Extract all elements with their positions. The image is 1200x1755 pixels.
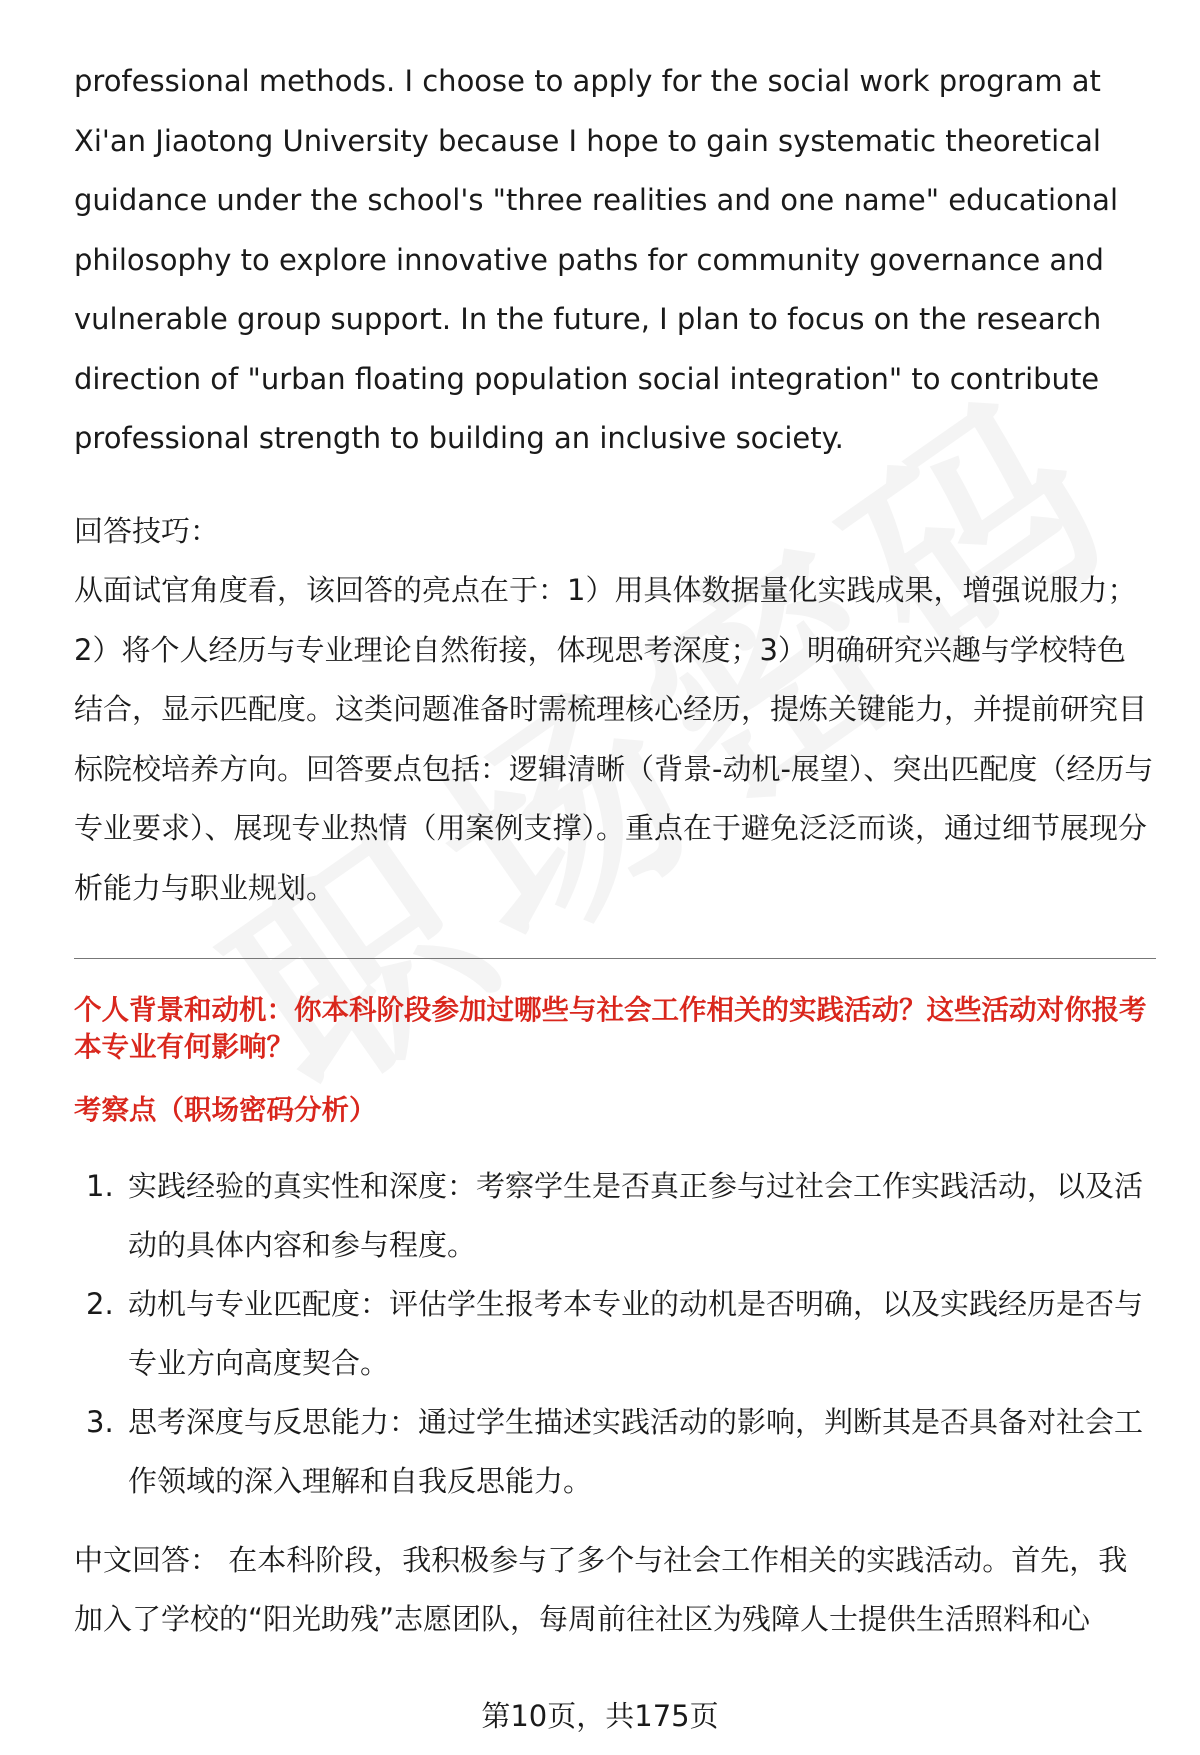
list-item-number: 3. xyxy=(86,1405,114,1439)
assessment-list xyxy=(74,1157,1154,1511)
answer-text: 在本科阶段，我积极参与了多个与社会工作相关的实践活动。首先，我加入了学校的“阳光助残”志愿团队，每周前往社区为残障人士提供生活照料和心 xyxy=(74,1543,1128,1636)
assessment-label: 考察点（职场密码分析） xyxy=(74,1094,377,1126)
answer-paragraph xyxy=(74,1531,1154,1649)
tips-text: 从面试官角度看，该回答的亮点在于：1）用具体数据量化实践成果，增强说服力；2）将个人经历与专业理论自然衔接，体现思考深度；3）明确研究兴趣与学校特色结合，显示匹配度。这类问题准备时需梳理核心经历，提炼关键能力，并提前研究目标院校培养方向。回答要点包括：逻辑清晰（背景-动机-展望）、突出匹配度（经历与专业要求）、展现专业热情（用案例支撑）。重点在于避免泛泛而谈，通过细节展现分析能力与职业规划。 xyxy=(74,573,1154,905)
question-heading: 个人背景和动机：你本科阶段参加过哪些与社会工作相关的实践活动？这些活动对你报考本专业有何影响？ xyxy=(74,994,1147,1063)
intro-paragraph: professional methods. I choose to apply for the social work program at Xi'an Jiaotong University because I hope to gain systematic theoretical guidance under the school's "three realities and one name" educational philosophy to explore innovative paths for community governance and vulnerable group support. In the future, I plan to focus on the research direction of "urban floating population social integration" to contribute professional strength to building an inclusive society. xyxy=(74,64,1119,455)
list-item-text: 思考深度与反思能力：通过学生描述实践活动的影响，判断其是否具备对社会工作领域的深入理解和自我反思能力。 xyxy=(128,1405,1144,1498)
answer-label: 中文回答： xyxy=(74,1543,220,1577)
list-item xyxy=(74,1393,1154,1511)
document-page xyxy=(74,52,1154,1649)
list-item-number: 1. xyxy=(86,1169,114,1203)
section-divider xyxy=(74,958,1156,959)
list-item xyxy=(74,1275,1154,1393)
list-item-number: 2. xyxy=(86,1287,114,1321)
tips-label: 回答技巧： xyxy=(74,513,220,548)
list-item xyxy=(74,1157,1154,1275)
list-item-text: 实践经验的真实性和深度：考察学生是否真正参与过社会工作实践活动，以及活动的具体内容和参与程度。 xyxy=(128,1169,1144,1262)
page-number: 第10页，共175页 xyxy=(481,1699,719,1733)
list-item-text: 动机与专业匹配度：评估学生报考本专业的动机是否明确，以及实践经历是否与专业方向高度契合。 xyxy=(128,1287,1144,1380)
